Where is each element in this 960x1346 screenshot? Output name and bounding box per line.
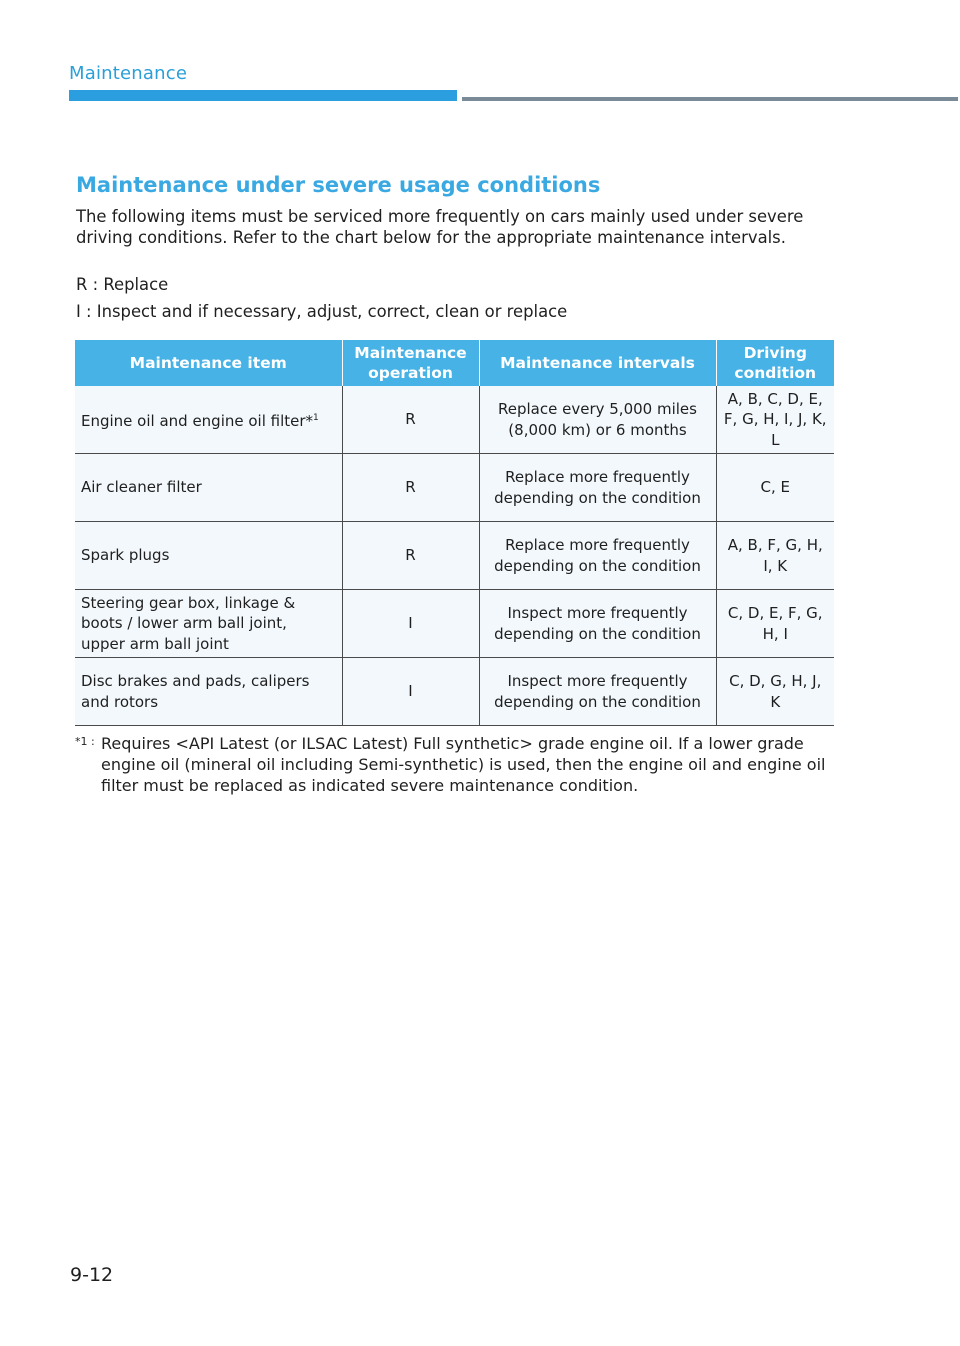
cell-condition: C, D, E, F, G, H, I bbox=[716, 590, 834, 658]
footnote-text: Requires <API Latest (or ILSAC Latest) Full synthetic> grade engine oil. If a lower grade engine oil (mineral oil including Semi-synthetic) is used, then the engine oil and engine oil filter must be replaced as indicated severe maintenance condition. bbox=[101, 734, 826, 795]
table-row bbox=[75, 658, 834, 726]
cell-item: Steering gear box, linkage & boots / lower arm ball joint, upper arm ball joint bbox=[75, 590, 342, 658]
cell-item: Disc brakes and pads, calipers and rotors bbox=[75, 658, 342, 726]
header-maintenance-item: Maintenance item bbox=[75, 340, 342, 386]
footnote-ref: 1 bbox=[313, 412, 319, 423]
cell-operation: I bbox=[342, 590, 479, 658]
cell-operation: R bbox=[342, 454, 479, 522]
legend-replace: R : Replace bbox=[76, 275, 169, 294]
cell-interval: Replace every 5,000 miles (8,000 km) or 6 months bbox=[479, 386, 716, 454]
cell-condition: C, D, G, H, J, K bbox=[716, 658, 834, 726]
cell-interval: Replace more frequently depending on the condition bbox=[479, 454, 716, 522]
legend-inspect: I : Inspect and if necessary, adjust, correct, clean or replace bbox=[76, 302, 568, 321]
cell-interval: Inspect more frequently depending on the condition bbox=[479, 590, 716, 658]
table-header-row bbox=[75, 340, 834, 386]
header-rule bbox=[462, 97, 958, 101]
table-row bbox=[75, 590, 834, 658]
cell-interval: Inspect more frequently depending on the condition bbox=[479, 658, 716, 726]
footnote-mark: *1 : bbox=[75, 735, 95, 748]
cell-item bbox=[75, 386, 342, 454]
cell-condition: A, B, F, G, H, I, K bbox=[716, 522, 834, 590]
header-driving-condition: Driving condition bbox=[716, 340, 834, 386]
section-header: Maintenance bbox=[69, 63, 188, 84]
cell-item: Air cleaner filter bbox=[75, 454, 342, 522]
cell-operation: R bbox=[342, 522, 479, 590]
table-row bbox=[75, 454, 834, 522]
intro-paragraph: The following items must be serviced more frequently on cars mainly used under severe driving conditions. Refer to the chart below for the appropriate maintenance intervals. bbox=[76, 207, 804, 247]
cell-operation: R bbox=[342, 386, 479, 454]
header-maintenance-intervals: Maintenance intervals bbox=[479, 340, 716, 386]
table-row bbox=[75, 522, 834, 590]
page-title: Maintenance under severe usage conditions bbox=[76, 173, 601, 197]
cell-condition: C, E bbox=[716, 454, 834, 522]
header-accent-bar bbox=[69, 90, 457, 101]
cell-operation: I bbox=[342, 658, 479, 726]
cell-interval: Replace more frequently depending on the condition bbox=[479, 522, 716, 590]
cell-condition: A, B, C, D, E, F, G, H, I, J, K, L bbox=[716, 386, 834, 454]
footnote bbox=[75, 733, 835, 796]
header-maintenance-operation: Maintenance operation bbox=[342, 340, 479, 386]
page-number: 9-12 bbox=[70, 1264, 114, 1286]
maintenance-table bbox=[75, 340, 834, 726]
cell-item: Spark plugs bbox=[75, 522, 342, 590]
item-text: Engine oil and engine oil filter* bbox=[81, 411, 314, 430]
table-row bbox=[75, 386, 834, 454]
